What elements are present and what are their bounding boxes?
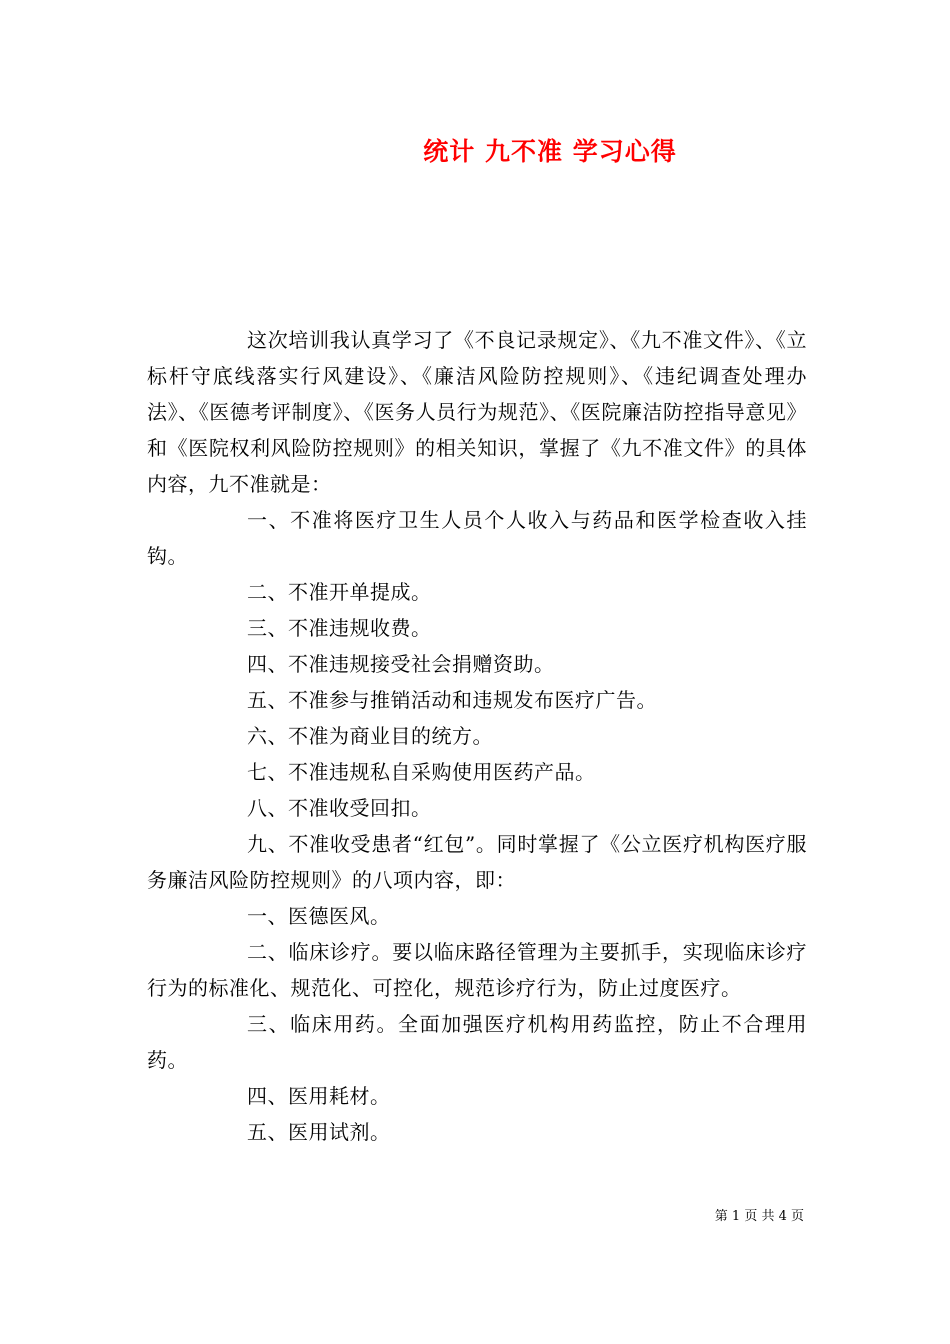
paragraph-item-4: 四、医用耗材。 [247, 1084, 391, 1108]
page-number-footer: 第 1 页 共 4 页 [714, 1209, 804, 1224]
paragraph-rule-1: 一、不准将医疗卫生人员个人收入与药品和医学检查收入挂钩。 [147, 508, 807, 568]
paragraph-rule-6: 六、不准为商业目的统方。 [247, 724, 493, 748]
paragraph-rule-5: 五、不准参与推销活动和违规发布医疗广告。 [247, 688, 657, 712]
document-title: 统计 九不准 学习心得 [423, 137, 677, 166]
paragraph-item-2: 二、临床诊疗。要以临床路径管理为主要抓手，实现临床诊疗行为的标准化、规范化、可控化，规范诊疗行为，防止过度医疗。 [147, 940, 807, 1000]
paragraph-intro: 这次培训我认真学习了《不良记录规定》、《九不准文件》、《立标杆守底线落实行风建设》、《廉洁风险防控规则》、《违纪调查处理办法》、《医德考评制度》、《医务人员行为规范》、《医院廉洁防控指导意见》和《医院权利风险防控规则》的相关知识，掌握了《九不准文件》的具体内容，九不准就是： [147, 328, 807, 496]
paragraph-item-1: 一、医德医风。 [247, 904, 391, 928]
paragraph-rule-8: 八、不准收受回扣。 [247, 796, 432, 820]
paragraph-item-3: 三、临床用药。全面加强医疗机构用药监控，防止不合理用药。 [147, 1012, 807, 1072]
paragraph-rule-9: 九、不准收受患者“红包”。同时掌握了《公立医疗机构医疗服务廉洁风险防控规则》的八项内容，即： [147, 832, 807, 892]
paragraph-rule-4: 四、不准违规接受社会捐赠资助。 [247, 652, 555, 676]
paragraph-rule-2: 二、不准开单提成。 [247, 580, 432, 604]
paragraph-rule-7: 七、不准违规私自采购使用医药产品。 [247, 760, 596, 784]
paragraph-item-5: 五、医用试剂。 [247, 1120, 391, 1144]
paragraph-rule-3: 三、不准违规收费。 [247, 616, 432, 640]
document-body [147, 322, 807, 1150]
